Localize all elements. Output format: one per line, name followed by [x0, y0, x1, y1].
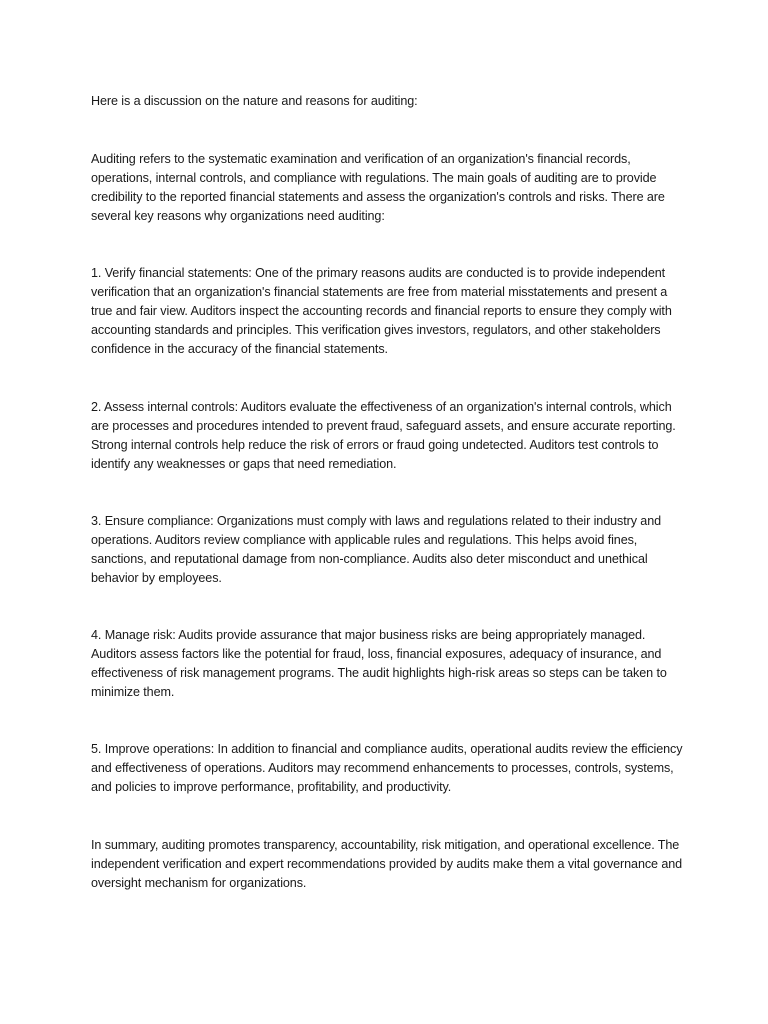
reason-2-paragraph: [91, 398, 691, 474]
definition-text: Auditing refers to the systematic examination and verification of an organization's financial records, operations, internal controls, and compliance with regulations. The main goals of auditing are to provide credibility to the reported financial statements and assess the organization's controls and risks. There are several key reasons why organizations need auditing:: [91, 152, 665, 223]
reason-1-text: 1. Verify financial statements: One of the primary reasons audits are conducted is to provide independent verification that an organization's financial statements are free from material misstatements and present a true and fair view. Auditors inspect the accounting records and financial reports to ensure they comply with accounting standards and principles. This verification gives investors, regulators, and other stakeholders confidence in the accuracy of the financial statements.: [91, 266, 672, 356]
reason-2-text: 2. Assess internal controls: Auditors evaluate the effectiveness of an organization's internal controls, which are processes and procedures intended to prevent fraud, safeguard assets, and ensure accurate reporting. Strong internal controls help reduce the risk of errors or fraud going undetected. Auditors test controls to identify any weaknesses or gaps that need remediation.: [91, 400, 676, 471]
reason-4-paragraph: [91, 626, 691, 702]
summary-paragraph: [91, 836, 691, 893]
intro-text: Here is a discussion on the nature and reasons for auditing:: [91, 94, 418, 108]
summary-text: In summary, auditing promotes transparency, accountability, risk mitigation, and operational excellence. The independent verification and expert recommendations provided by audits make them a vital governance and oversight mechanism for organizations.: [91, 838, 683, 890]
reason-1-paragraph: [91, 264, 691, 359]
reason-5-text: 5. Improve operations: In addition to financial and compliance audits, operational audits review the efficiency and effectiveness of operations. Auditors may recommend enhancements to processes, controls, systems, and policies to improve performance, profitability, and productivity.: [91, 742, 683, 794]
reason-5-paragraph: [91, 740, 691, 797]
reason-3-paragraph: [91, 512, 691, 588]
definition-paragraph: [91, 150, 691, 226]
reason-3-text: 3. Ensure compliance: Organizations must comply with laws and regulations related to their industry and operations. Auditors review compliance with applicable rules and regulations. This helps avoid fines, sanctions, and reputational damage from non-compliance. Audits also deter misconduct and unethical behavior by employees.: [91, 514, 662, 585]
intro-paragraph: [91, 92, 691, 111]
reason-4-text: 4. Manage risk: Audits provide assurance that major business risks are being appropriately managed. Auditors assess factors like the potential for fraud, loss, financial exposures, adequacy of insurance, and effectiveness of risk management programs. The audit highlights high-risk areas so steps can be taken to minimize them.: [91, 628, 667, 699]
